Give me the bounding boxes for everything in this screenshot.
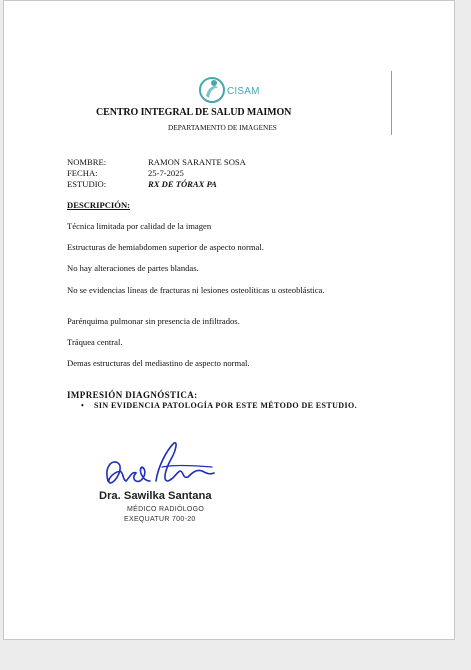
impression-item-text: SIN EVIDENCIA PATOLOGÍA POR ESTE MÉTODO DE ESTUDIO. xyxy=(94,401,357,410)
impression-item xyxy=(81,401,357,410)
study-value: RX DE TÓRAX PA xyxy=(148,179,217,189)
logo-text: CISAM xyxy=(227,86,260,97)
signature-name: Dra. Sawilka Santana xyxy=(99,490,212,502)
description-title: DESCRIPCIÓN: xyxy=(67,200,131,210)
description-paragraph: Tráquea central. xyxy=(67,337,123,347)
document-page xyxy=(3,0,455,640)
date-label: FECHA: xyxy=(67,168,98,178)
study-label: ESTUDIO: xyxy=(67,179,107,189)
cisam-logo xyxy=(196,74,266,106)
department-name: DEPARTAMENTO DE IMAGENES xyxy=(168,123,277,132)
signature-license: EXEQUATUR 700-20 xyxy=(124,516,196,523)
date-row xyxy=(67,168,184,178)
bullet-icon: • xyxy=(81,401,85,410)
signature-title: MÉDICO RADIÓLOGO xyxy=(127,506,205,513)
patient-name-row xyxy=(67,157,246,167)
handwritten-signature-icon xyxy=(102,437,222,493)
center-name: CENTRO INTEGRAL DE SALUD MAIMON xyxy=(96,107,292,118)
description-paragraph: No se evidencias líneas de fracturas ni lesiones osteolíticas u osteoblástica. xyxy=(67,285,325,295)
name-label: NOMBRE: xyxy=(67,157,107,167)
description-paragraph: Demas estructuras del mediastino de aspecto normal. xyxy=(67,358,250,368)
description-paragraph: No hay alteraciones de partes blandas. xyxy=(67,263,199,273)
description-paragraph: Técnica limitada por calidad de la imagen xyxy=(67,221,212,231)
impression-title: IMPRESIÓN DIAGNÓSTICA: xyxy=(67,390,198,400)
study-row xyxy=(67,179,217,189)
date-value: 25-7-2025 xyxy=(148,168,184,178)
description-paragraph: Parénquima pulmonar sin presencia de infiltrados. xyxy=(67,316,240,326)
header-divider xyxy=(391,71,392,135)
name-value: RAMON SARANTE SOSA xyxy=(148,157,246,167)
logo-emblem-icon xyxy=(196,74,228,106)
description-paragraph: Estructuras de hemiabdomen superior de aspecto normal. xyxy=(67,242,264,252)
